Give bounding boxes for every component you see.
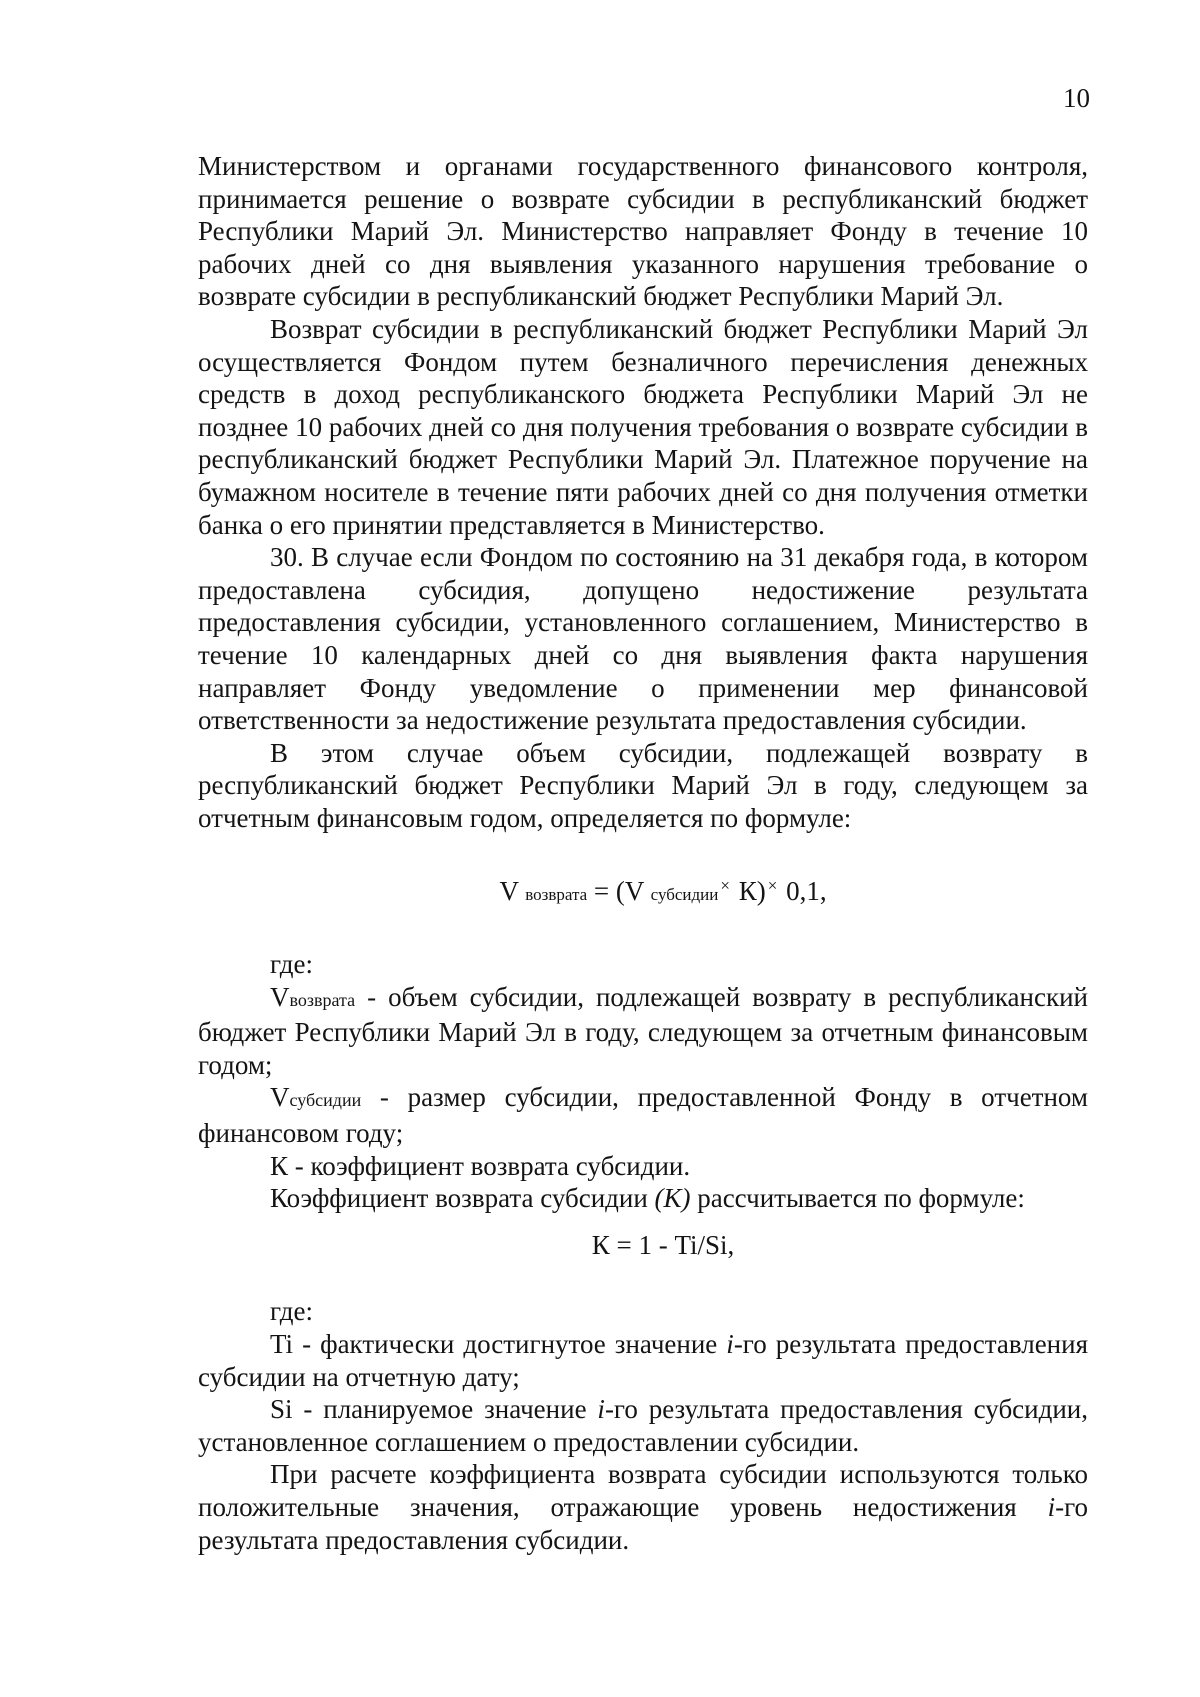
paragraph-final bbox=[198, 1458, 1088, 1556]
def-si-after: -го результата предоставления субсидии, установленное соглашением о предоставлении субсидии. bbox=[198, 1394, 1089, 1457]
paragraph-30: 30. В случае если Фондом по состоянию на 31 декабря года, в котором предоставлена субсидия, допущено недостижение результата предоставления субсидии, установленного соглашением, Министерство в течение 10 календарных дней со дня выявления факта нарушения направляет Фонду уведомление о применении мер финансовой ответственности за недостижение результата предоставления субсидии. bbox=[198, 542, 1088, 736]
definition-k: К - коэффициент возврата субсидии. bbox=[270, 1150, 691, 1181]
def-v-return-term-sub: возврата bbox=[289, 989, 356, 1010]
def-v-subsidy-term: V bbox=[270, 1082, 290, 1113]
formula-k: К = 1 - Ti/Si, bbox=[591, 1229, 735, 1260]
def-si-before: - планируемое значение bbox=[292, 1394, 598, 1425]
def-ti-italic: i bbox=[726, 1329, 734, 1359]
def-v-subsidy-text: - размер субсидии, предоставленной Фонду в отчетном финансовом году; bbox=[198, 1082, 1088, 1149]
formula-times-sign-2: × bbox=[767, 876, 778, 896]
formula-v-return-sub: возврата bbox=[525, 885, 588, 905]
page-number: 10 bbox=[1063, 83, 1090, 113]
formula-k-part: К) bbox=[731, 876, 766, 907]
document-body bbox=[198, 150, 1088, 1556]
formula-times-sign: × bbox=[720, 876, 730, 896]
definition-si bbox=[198, 1393, 1088, 1458]
formula-v-symbol: V bbox=[499, 876, 519, 907]
def-si-term: Si bbox=[270, 1394, 293, 1425]
final-before: При расчете коэффициента возврата субсидии используются только положительные значения, отражающие уровень недостижения bbox=[198, 1459, 1088, 1522]
k-intro-italic: (К) bbox=[654, 1183, 691, 1214]
paragraph-return-procedure: Возврат субсидии в республиканский бюджет Республики Марий Эл осуществляется Фондом путем безналичного перечисления денежных средств в доход республиканского бюджета Республики Марий Эл не позднее 10 рабочих дней со дня получения требования о возврате субсидии в республиканский бюджет Республики Марий Эл. Платежное поручение на бумажном носителе в течение пяти рабочих дней со дня получения отметки банка о его принятии представляется в Министерство. bbox=[198, 313, 1088, 540]
paragraph-volume-intro: В этом случае объем субсидии, подлежащей возврату в республиканский бюджет Республики Марий Эл в году, следующем за отчетным финансовым годом, определяется по формуле: bbox=[198, 737, 1088, 833]
def-ti-term: Ti bbox=[270, 1329, 294, 1359]
def-v-subsidy-term-sub: субсидии bbox=[289, 1090, 362, 1111]
def-ti-after: -го результата предоставления субсидии на отчетную дату; bbox=[198, 1329, 1089, 1392]
formula-v-subsidy-sub: субсидии bbox=[650, 885, 719, 905]
where-label-2: где: bbox=[270, 1296, 313, 1327]
k-intro-before: Коэффициент возврата субсидии bbox=[270, 1183, 655, 1214]
definition-ti bbox=[198, 1328, 1088, 1393]
formula-v-return bbox=[198, 870, 1088, 912]
where-label: где: bbox=[270, 949, 313, 980]
k-formula-intro bbox=[198, 1182, 1088, 1215]
definition-v-subsidy bbox=[198, 1081, 1088, 1149]
def-v-return-text: - объем субсидии, подлежащей возврату в республиканский бюджет Республики Марий Эл в году, следующем за отчетным финансовым годом; bbox=[198, 981, 1088, 1080]
def-ti-before: - фактически достигнутое значение bbox=[293, 1329, 727, 1359]
k-intro-after: рассчитывается по формуле: bbox=[690, 1183, 1025, 1214]
definition-v-return bbox=[198, 981, 1088, 1082]
final-italic: i bbox=[1047, 1491, 1056, 1522]
formula-eq-part: = (V bbox=[587, 876, 651, 907]
def-si-italic: i bbox=[597, 1394, 605, 1425]
final-after: -го результата предоставления субсидии. bbox=[198, 1491, 1088, 1555]
def-v-return-term: V bbox=[270, 981, 290, 1012]
formula-tail: 0,1, bbox=[779, 876, 827, 907]
paragraph-continuation: Министерством и органами государственного финансового контроля, принимается решение о возврате субсидии в республиканский бюджет Республики Марий Эл. Министерство направляет Фонду в течение 10 рабочих дней со дня выявления указанного нарушения требование о возврате субсидии в республиканский бюджет Республики Марий Эл. bbox=[198, 151, 1088, 312]
